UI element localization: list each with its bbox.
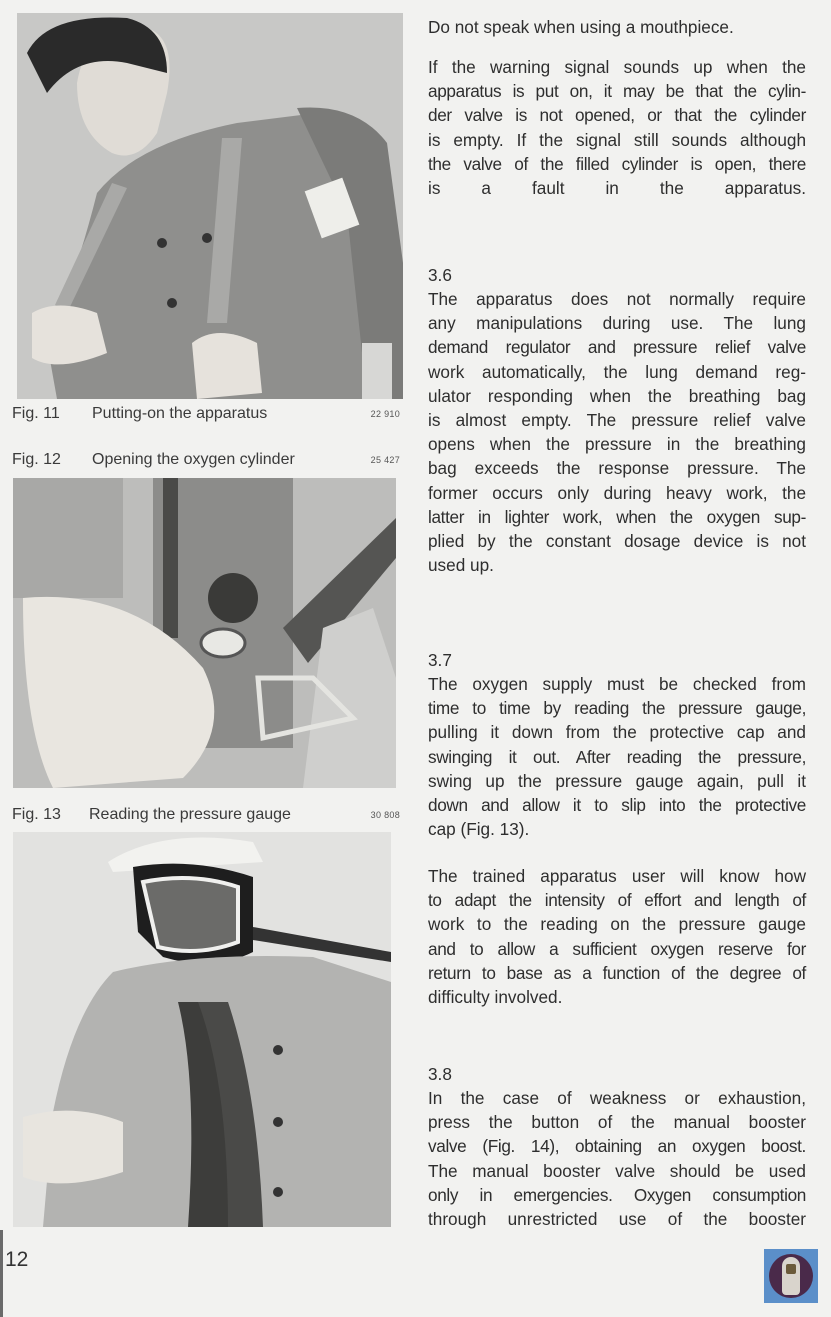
fig12-caption bbox=[12, 451, 400, 473]
section-number: 3.8 bbox=[428, 1064, 452, 1084]
text-line: work to the reading on the pressure gauge bbox=[428, 914, 806, 935]
text-line: work automatically, the lung demand reg- bbox=[428, 361, 806, 382]
text-line: through unrestricted use of the booster bbox=[428, 1209, 806, 1230]
text-line: ulator responding when the breathing bag bbox=[428, 385, 806, 406]
diver-figure-icon bbox=[782, 1257, 800, 1295]
fig12-number: Fig. 12 bbox=[12, 451, 61, 468]
fig12-code: 25 427 bbox=[370, 455, 400, 465]
text-line: the valve of the filled cylinder is open, there bbox=[428, 153, 806, 174]
logo-circle bbox=[769, 1254, 813, 1298]
section-3-7 bbox=[428, 648, 806, 841]
warning-paragraph bbox=[428, 55, 806, 200]
text-line: demand regulator and pressure relief valve bbox=[428, 337, 806, 358]
text-line: cap (Fig. 13). bbox=[428, 819, 530, 840]
text-line: is almost empty. The pressure relief valve bbox=[428, 410, 806, 431]
section-number: 3.6 bbox=[428, 265, 452, 285]
text-line: latter in lighter work, when the oxygen sup- bbox=[428, 506, 806, 527]
page-edge bbox=[0, 1230, 3, 1317]
section-3-6 bbox=[428, 263, 806, 577]
fig13-code: 30 808 bbox=[370, 810, 400, 820]
text-line: is empty. If the signal still sounds although bbox=[428, 129, 806, 150]
fig11-illustration bbox=[17, 13, 403, 399]
fig11-number: Fig. 11 bbox=[12, 405, 60, 422]
text-line: difficulty involved. bbox=[428, 987, 563, 1008]
fig13-caption bbox=[12, 806, 400, 828]
text-line: plied by the constant dosage device is not bbox=[428, 531, 806, 552]
section-3-8 bbox=[428, 1062, 806, 1231]
text-line: return to base as a function of the degree of bbox=[428, 962, 806, 983]
text-line: and to allow a sufficient oxygen reserve for bbox=[428, 938, 806, 959]
rebreather-logo[interactable] bbox=[764, 1249, 818, 1303]
fig11-code: 22 910 bbox=[370, 409, 400, 419]
text-line: swinging it out. After reading the pressure, bbox=[428, 746, 806, 767]
text-line: The oxygen supply must be checked from bbox=[428, 674, 806, 694]
text-line: The trained apparatus user will know how bbox=[428, 866, 806, 886]
text-line: If the warning signal sounds up when the bbox=[428, 57, 806, 77]
text-line: valve (Fig. 14), obtaining an oxygen boost. bbox=[428, 1136, 806, 1157]
text-line: to adapt the intensity of effort and length of bbox=[428, 890, 806, 911]
text-line: time to time by reading the pressure gauge, bbox=[428, 698, 806, 719]
text-line: swing up the pressure gauge again, pull it bbox=[428, 770, 806, 791]
fig13-title: Reading the pressure gauge bbox=[89, 806, 291, 823]
fig11-title: Putting-on the apparatus bbox=[92, 405, 268, 422]
fig12-photo bbox=[13, 478, 396, 788]
text-line: used up. bbox=[428, 555, 494, 576]
fig13-photo bbox=[13, 832, 391, 1227]
fig13-illustration bbox=[13, 832, 391, 1227]
fig12-title: Opening the oxygen cylinder bbox=[92, 451, 295, 468]
text-line: press the button of the manual booster bbox=[428, 1112, 806, 1133]
mouthpiece-note: Do not speak when using a mouthpiece. bbox=[428, 17, 734, 37]
fig11-caption bbox=[12, 405, 400, 427]
text-line: down and allow it to slip into the protective bbox=[428, 795, 806, 816]
fig12-illustration bbox=[13, 478, 396, 788]
text-line: pulling it down from the protective cap and bbox=[428, 722, 806, 743]
section-number: 3.7 bbox=[428, 650, 452, 670]
trained-user-paragraph bbox=[428, 864, 806, 1009]
text-line: The manual booster valve should be used bbox=[428, 1160, 806, 1181]
fig11-photo bbox=[17, 13, 403, 399]
text-line: former occurs only during heavy work, the bbox=[428, 482, 806, 503]
diver-visor-icon bbox=[786, 1264, 796, 1274]
text-line: apparatus is put on, it may be that the cylin- bbox=[428, 81, 806, 102]
text-line: any manipulations during use. The lung bbox=[428, 313, 806, 334]
text-line: opens when the pressure in the breathing bbox=[428, 434, 806, 455]
page-number: 12 bbox=[5, 1248, 29, 1271]
text-line: The apparatus does not normally require bbox=[428, 289, 806, 309]
text-line: bag exceeds the response pressure. The bbox=[428, 458, 806, 479]
text-line: only in emergencies. Oxygen consumption bbox=[428, 1184, 806, 1205]
text-line: In the case of weakness or exhaustion, bbox=[428, 1088, 806, 1108]
text-line: der valve is not opened, or that the cylinder bbox=[428, 105, 806, 126]
text-line: is a fault in the apparatus. bbox=[428, 178, 806, 199]
fig13-number: Fig. 13 bbox=[12, 806, 61, 823]
